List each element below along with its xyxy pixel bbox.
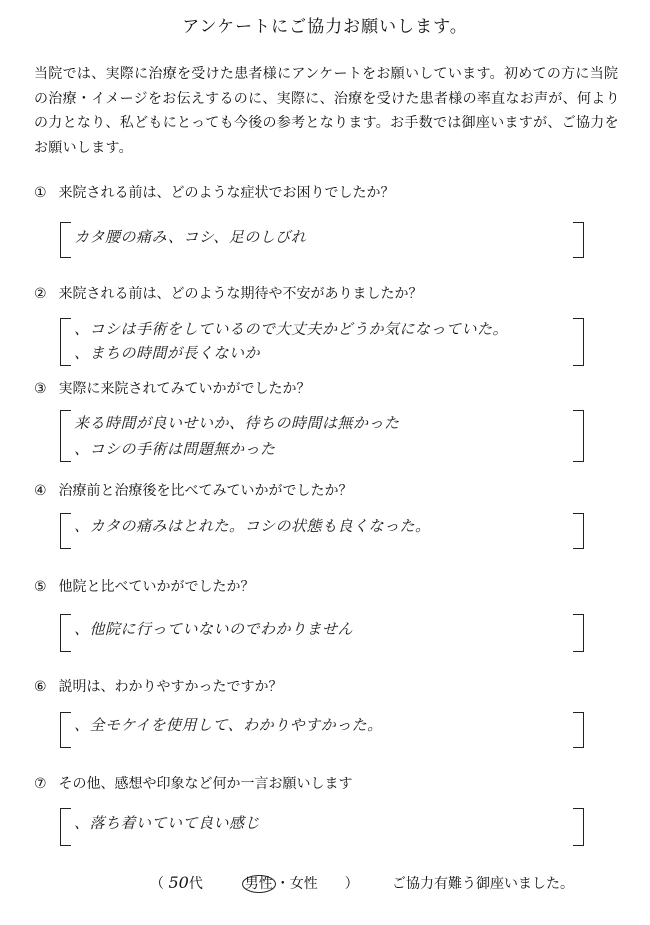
bracket-right	[573, 222, 584, 258]
gender-female: 女性	[289, 876, 318, 892]
question-text: 説明は、わかりやすかったですか？	[58, 679, 283, 695]
bracket-right	[573, 614, 584, 652]
open-paren: （	[150, 876, 164, 892]
bracket-left	[60, 614, 71, 652]
gender-male: 男性	[242, 875, 276, 893]
answer-box-5	[60, 614, 584, 652]
question-text: その他、感想や印象など何か一言お願いします	[58, 776, 353, 792]
question-number: ③	[34, 381, 47, 397]
bracket-left	[60, 318, 71, 366]
bracket-right	[573, 513, 584, 549]
close-paren: ）	[344, 876, 359, 892]
age-value: 50	[168, 873, 189, 892]
bracket-right	[573, 712, 584, 748]
question-text: 来院される前は、どのような期待や不安がありましたか？	[58, 286, 423, 302]
question-7	[34, 773, 352, 793]
answer-line: 、まちの時間が長くないか	[74, 344, 261, 362]
bracket-left	[60, 712, 71, 748]
intro-paragraph: 当院では、実際に治療を受けた患者様にアンケートをお願いしています。初めての方に当院の治療・イメージをお伝えするのに、実際に、治療を受けた患者様の率直なお声が、何よりの力となり、私どもにとっても今後の参考となります。お手数では御座いますが、ご協力をお願いします。	[34, 66, 620, 156]
bracket-left	[60, 513, 71, 549]
answer-box-2	[60, 318, 584, 366]
question-2	[34, 283, 422, 303]
question-text: 実際に来院されてみていかがでしたか？	[58, 381, 311, 397]
answer-line: 、カタの痛みはとれた。コシの状態も良くなった。	[74, 517, 431, 535]
question-number: ②	[34, 286, 47, 302]
bracket-left	[60, 222, 71, 258]
bracket-right	[573, 318, 584, 366]
bracket-left	[60, 410, 71, 462]
answer-line: 、コシは手術をしているので大丈夫かどうか気になっていた。	[74, 320, 509, 338]
question-text: 治療前と治療後を比べてみていかがでしたか？	[58, 483, 353, 499]
bracket-left	[60, 808, 71, 846]
question-number: ①	[34, 185, 47, 201]
question-number: ⑥	[34, 679, 47, 695]
answer-box-1	[60, 222, 584, 258]
answer-line: 、コシの手術は問題無かった	[74, 440, 276, 458]
answer-line: 、落ち着いていて良い感じ	[74, 814, 261, 832]
answer-line: 、全モケイを使用して、わかりやすかった。	[74, 716, 383, 734]
answer-box-3	[60, 410, 584, 462]
question-number: ④	[34, 483, 47, 499]
answer-box-6	[60, 712, 584, 748]
question-4	[34, 480, 352, 500]
question-text: 他院と比べていかがでしたか？	[58, 579, 255, 595]
question-6	[34, 676, 282, 696]
thanks-text: ご協力有難う御座いました。	[392, 876, 574, 892]
question-number: ⑤	[34, 579, 47, 595]
bracket-right	[573, 808, 584, 846]
answer-line: 、他院に行っていないのでわかりません	[74, 620, 354, 638]
respondent-info	[150, 873, 359, 893]
question-1	[34, 182, 394, 202]
answer-line: 来る時間が良いせいか、待ちの時間は無かった	[74, 414, 400, 432]
gender-separator: ・	[275, 876, 290, 892]
answer-box-7	[60, 808, 584, 846]
question-text: 来院される前は、どのような症状でお困りでしたか？	[58, 185, 395, 201]
age-suffix: 代	[188, 876, 203, 892]
question-number: ⑦	[34, 776, 47, 792]
page-title: アンケートにご協力お願いします。	[182, 17, 468, 37]
bracket-right	[573, 410, 584, 462]
question-5	[34, 576, 254, 596]
question-3	[34, 378, 310, 398]
answer-line: カタ腰の痛み、コシ、足のしびれ	[74, 228, 307, 246]
answer-box-4	[60, 513, 584, 549]
